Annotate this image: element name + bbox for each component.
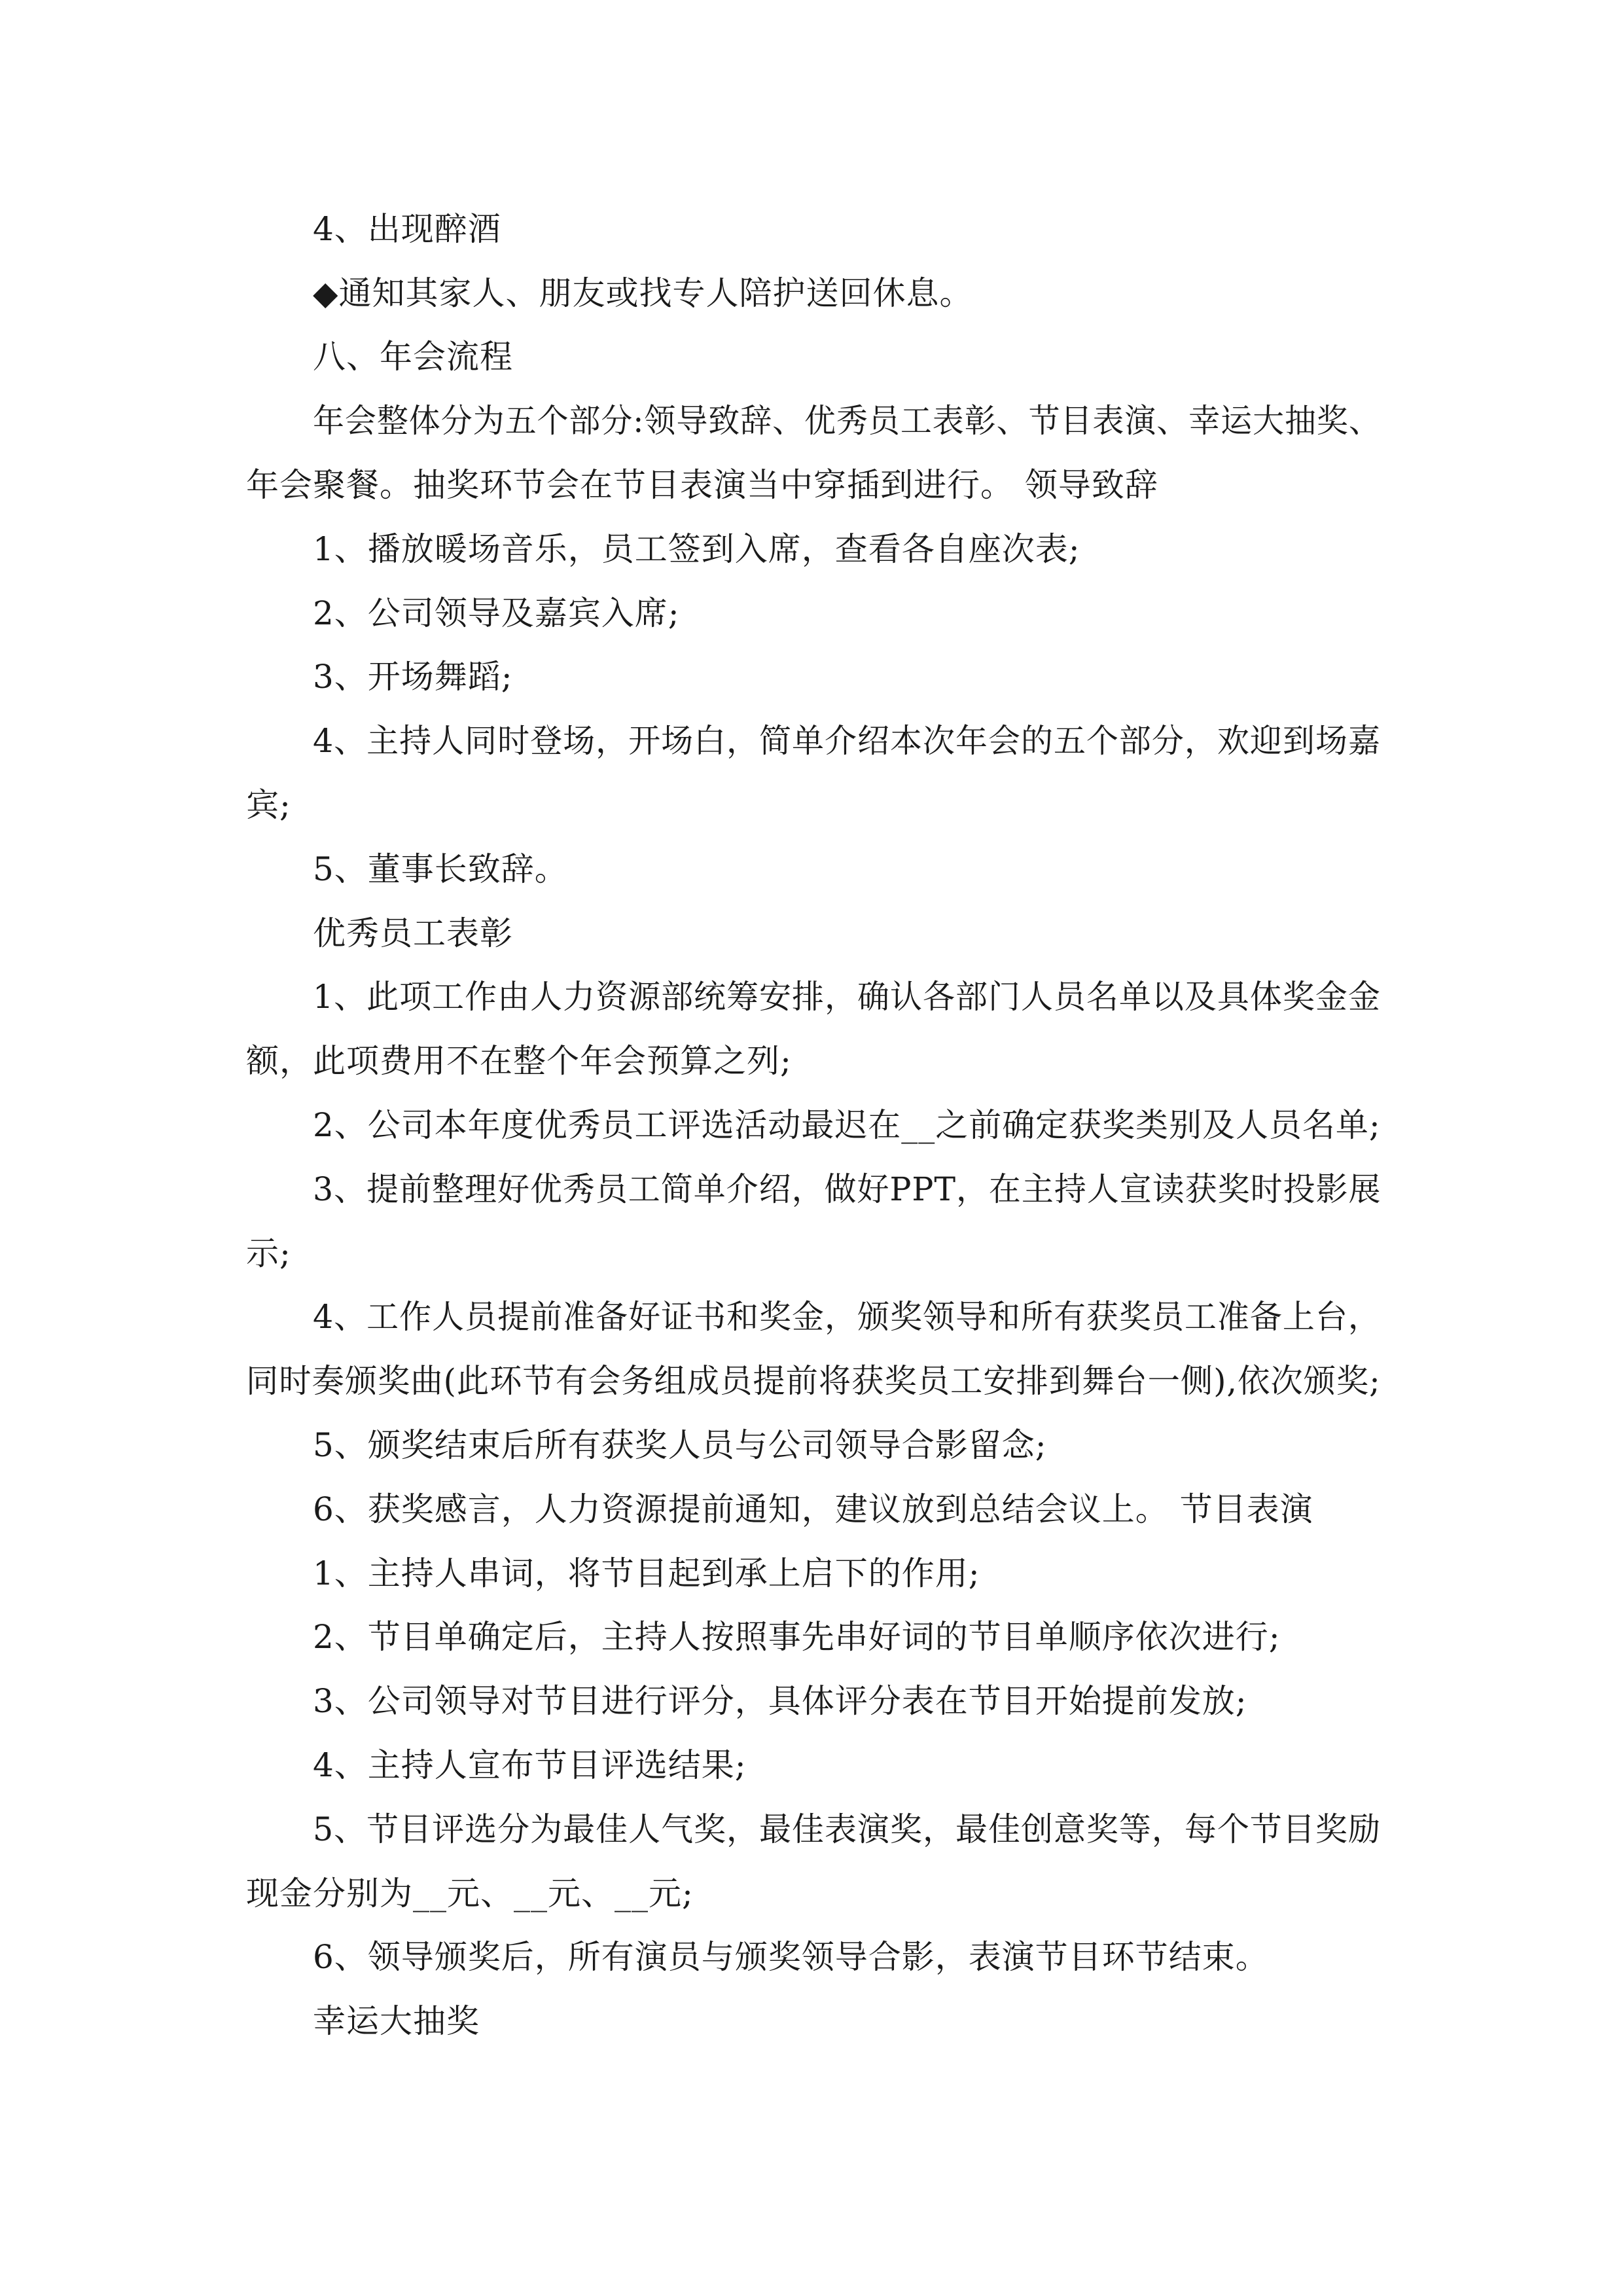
text-line: 2、节目单确定后，主持人按照事先串好词的节目单顺序依次进行; — [313, 1618, 1281, 1656]
text-line: 年会整体分为五个部分:领导致辞、优秀员工表彰、节目表演、幸运大抽奖、 — [313, 402, 1381, 440]
text-line: 现金分别为__元、__元、__元; — [246, 1874, 694, 1912]
text-line: 3、提前整理好优秀员工简单介绍，做好PPT，在主持人宣读获奖时投影展 — [313, 1170, 1382, 1208]
section-heading: 幸运大抽奖 — [313, 2002, 480, 2040]
text-line: ◆通知其家人、朋友或找专人陪护送回休息。 — [313, 274, 973, 312]
text-line: 同时奏颁奖曲(此环节有会务组成员提前将获奖员工安排到舞台一侧),依次颁奖; — [246, 1362, 1381, 1400]
text-line: 1、此项工作由人力资源部统筹安排，确认各部门人员名单以及具体奖金金 — [313, 978, 1381, 1016]
text-line: 4、主持人同时登场，开场白，简单介绍本次年会的五个部分，欢迎到场嘉 — [313, 722, 1381, 760]
text-line: 4、出现醉酒 — [313, 210, 501, 248]
section-heading: 优秀员工表彰 — [313, 914, 513, 952]
text-line: 4、工作人员提前准备好证书和奖金，颁奖领导和所有获奖员工准备上台， — [313, 1298, 1381, 1336]
text-line: 5、节目评选分为最佳人气奖，最佳表演奖，最佳创意奖等，每个节目奖励 — [313, 1810, 1381, 1848]
text-line: 1、主持人串词，将节目起到承上启下的作用; — [313, 1554, 980, 1592]
text-line: 4、主持人宣布节目评选结果; — [313, 1746, 747, 1784]
text-line: 5、颁奖结束后所有获奖人员与公司领导合影留念; — [313, 1426, 1047, 1464]
text-line: 1、播放暖场音乐，员工签到入席，查看各自座次表; — [313, 530, 1080, 568]
text-line: 示; — [246, 1234, 291, 1272]
text-line: 2、公司本年度优秀员工评选活动最迟在__之前确定获奖类别及人员名单; — [313, 1106, 1381, 1144]
text-line: 年会聚餐。抽奖环节会在节目表演当中穿插到进行。 领导致辞 — [246, 466, 1158, 504]
text-line: 6、领导颁奖后，所有演员与颁奖领导合影，表演节目环节结束。 — [313, 1938, 1269, 1976]
text-line: 宾; — [246, 786, 291, 824]
section-heading: 八、年会流程 — [313, 338, 513, 376]
text-line: 3、开场舞蹈; — [313, 658, 513, 696]
text-line: 6、获奖感言，人力资源提前通知，建议放到总结会议上。 节目表演 — [313, 1490, 1313, 1528]
text-line: 2、公司领导及嘉宾入席; — [313, 594, 680, 632]
text-line: 5、董事长致辞。 — [313, 850, 568, 888]
text-line: 额，此项费用不在整个年会预算之列; — [246, 1042, 792, 1080]
text-line: 3、公司领导对节目进行评分，具体评分表在节目开始提前发放; — [313, 1682, 1247, 1720]
